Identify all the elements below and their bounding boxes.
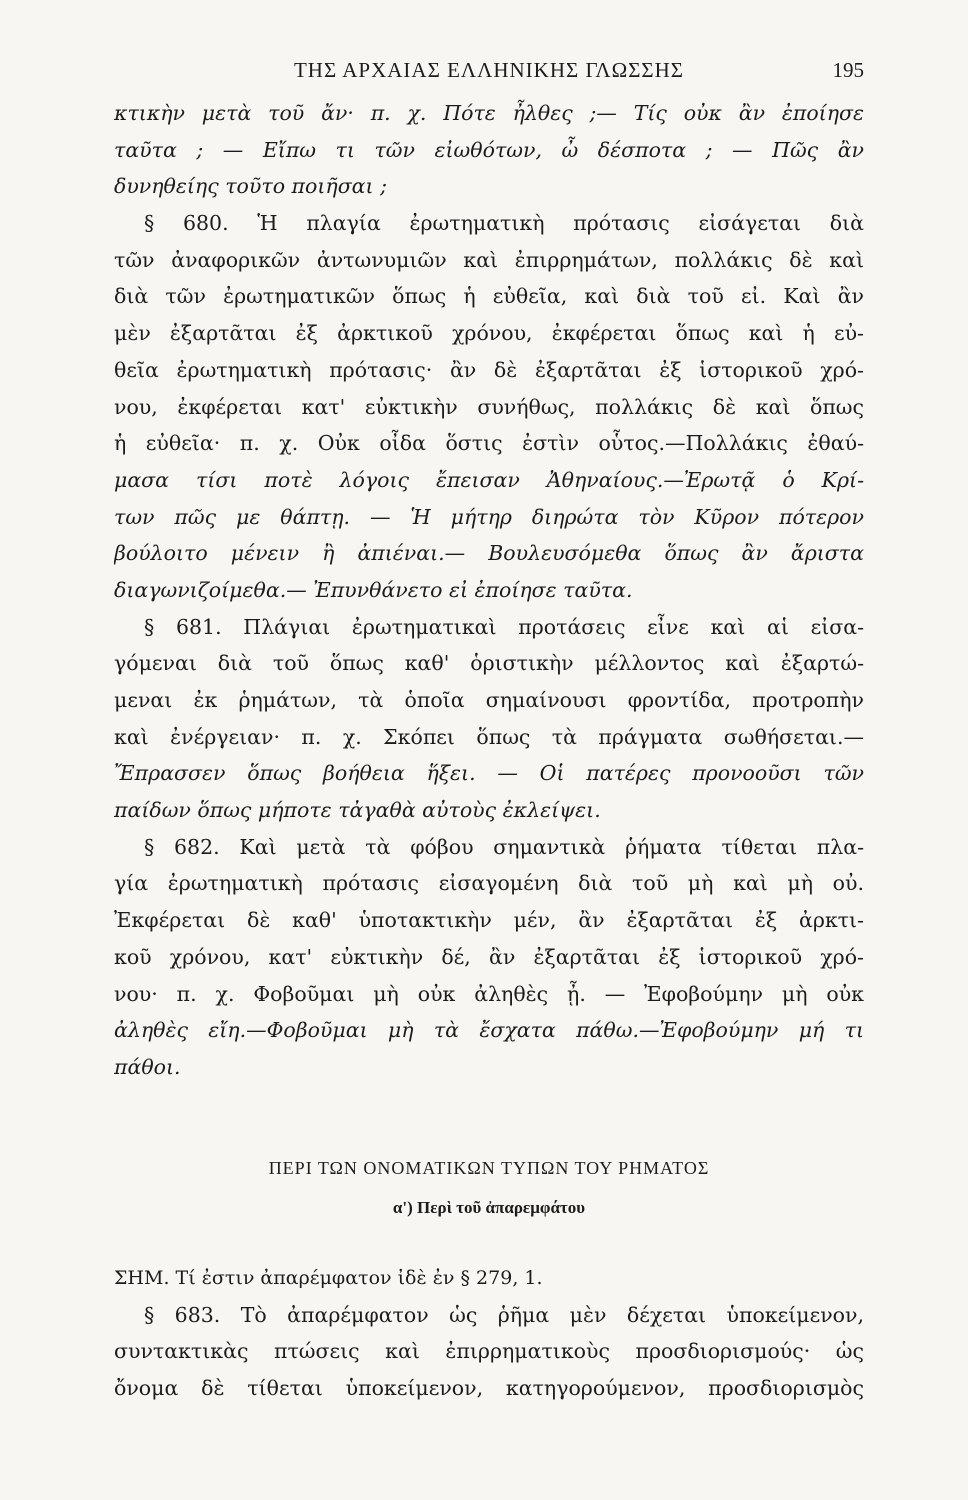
page-number: 195 (832, 58, 864, 82)
text-line: γόμεναι διὰ τοῦ ὅπως καθ' ὁριστικὴν μέλλοντος καὶ ἐξαρτώ- (114, 651, 864, 676)
text-line: μὲν ἐξαρτᾶται ἐξ ἀρκτικοῦ χρόνου, ἐκφέρεται ὅπως καὶ ἡ εὐ- (114, 321, 864, 346)
text-line: Ἔπρασσεν ὅπως βοήθεια ἥξει. — Οἱ πατέρες προνοοῦσι τῶν (114, 761, 864, 786)
text-line: παίδων ὅπως μήποτε τἀγαθὰ αὐτοὺς ἐκλείψει. (114, 798, 601, 823)
text-line: ἀληθὲς εἴη.—Φοβοῦμαι μὴ τὰ ἔσχατα πάθω.—Ἐφοβούμην μή τι (114, 1018, 864, 1043)
text-line: Ἐκφέρεται δὲ καθ' ὑποτακτικὴν μέν, ἂν ἐξαρτᾶται ἐξ ἀρκτι- (114, 908, 864, 933)
text-line: διαγωνιζοίμεθα.— Ἐπυνθάνετο εἰ ἐποίησε ταῦτα. (114, 577, 633, 602)
text-line: θεῖα ἐρωτηματικὴ πρότασις· ἂν δὲ ἐξαρτᾶται ἐξ ἱστορικοῦ χρό- (114, 357, 864, 382)
text-line: νου, ἐκφέρεται κατ' εὐκτικὴν συνήθως, πολλάκις δὲ καὶ ὅπως (114, 394, 864, 419)
text-line: των πῶς με θάπτῃ. — Ἡ μήτηρ διηρώτα τὸν Κῦρον πότερον (114, 504, 864, 529)
text-line: ὄνομα δὲ τίθεται ὑποκείμενον, κατηγορούμενον, προσδιορισμὸς (114, 1376, 864, 1401)
running-header (114, 56, 864, 88)
paragraph-683-start: § 683. Τὸ ἀπαρέμφατον ὡς ῥῆμα μὲν δέχεται ὑποκείμενον, (144, 1302, 864, 1327)
text-line: καὶ ἐνέργειαν· π. χ. Σκόπει ὅπως τὰ πράγματα σωθήσεται.— (114, 724, 864, 749)
paragraph-681-start: § 681. Πλάγιαι ἐρωτηματικαὶ προτάσεις εἶνε καὶ αἱ εἰσα- (144, 614, 864, 639)
note-line: ΣΗΜ. Τί ἐστιν ἀπαρέμφατον ἰδὲ ἐν § 279, 1. (114, 1267, 543, 1289)
main-text-continued (114, 1260, 864, 1407)
text-line: γία ἐρωτηματικὴ πρότασις εἰσαγομένη διὰ τοῦ μὴ καὶ μὴ οὐ. (114, 871, 864, 896)
text-line: διὰ τῶν ἐρωτηματικῶν ὅπως ἡ εὐθεῖα, καὶ διὰ τοῦ εἰ. Καὶ ἂν (114, 284, 864, 309)
text-line: δυνηθείης τοῦτο ποιῆσαι ; (114, 174, 387, 199)
running-title: ΤΗΣ ΑΡΧΑΙΑΣ ΕΛΛΗΝΙΚΗΣ ΓΛΩΣΣΗΣ (293, 58, 685, 82)
text-line: βούλοιτο μένειν ἢ ἀπιέναι.— Βουλευσόμεθα ὅπως ἂν ἄριστα (114, 541, 864, 566)
paragraph-680-start: § 680. Ἡ πλαγία ἐρωτηματικὴ πρότασις εἰσάγεται διὰ (144, 211, 864, 236)
text-line: μασα τίσι ποτὲ λόγοις ἔπεισαν Ἀθηναίους.—Ἐρωτᾷ ὁ Κρί- (114, 467, 864, 492)
text-line: συντακτικὰς πτώσεις καὶ ἐπιρρηματικοὺς προσδιορισμούς· ὡς (114, 1339, 864, 1364)
main-text (114, 95, 864, 1086)
text-line: ἡ εὐθεῖα· π. χ. Οὐκ οἶδα ὅστις ἐστὶν οὗτος.—Πολλάκις ἐθαύ- (114, 431, 864, 456)
subsection-heading: α') Περὶ τοῦ ἀπαρεμφάτου (392, 1198, 586, 1217)
text-line: πάθοι. (114, 1054, 181, 1079)
text-line: νου· π. χ. Φοβοῦμαι μὴ οὐκ ἀληθὲς ᾖ. — Ἐφοβούμην μὴ οὐκ (114, 981, 864, 1006)
section-heading: ΠΕΡΙ ΤΩΝ ΟΝΟΜΑΤΙΚΩΝ ΤΥΠΩΝ ΤΟΥ ΡΗΜΑΤΟΣ (268, 1158, 710, 1178)
text-line: μεναι ἐκ ῥημάτων, τὰ ὁποῖα σημαίνουσι φροντίδα, προτροπὴν (114, 688, 864, 712)
text-line: ταῦτα ; — Εἴπω τι τῶν εἰωθότων, ὦ δέσποτα ; — Πῶς ἂν (114, 137, 864, 162)
text-line: κοῦ χρόνου, κατ' εὐκτικὴν δέ, ἂν ἐξαρτᾶται ἐξ ἱστορικοῦ χρό- (114, 944, 864, 969)
text-line: τῶν ἀναφορικῶν ἀντωνυμιῶν καὶ ἐπιρρημάτων, πολλάκις δὲ καὶ (114, 247, 864, 272)
text-line: κτικὴν μετὰ τοῦ ἄν· π. χ. Πότε ἦλθες ;— Τίς οὐκ ἂν ἐποίησε (114, 101, 864, 125)
paragraph-682-start: § 682. Καὶ μετὰ τὰ φόβου σημαντικὰ ῥήματα τίθεται πλα- (144, 834, 864, 859)
